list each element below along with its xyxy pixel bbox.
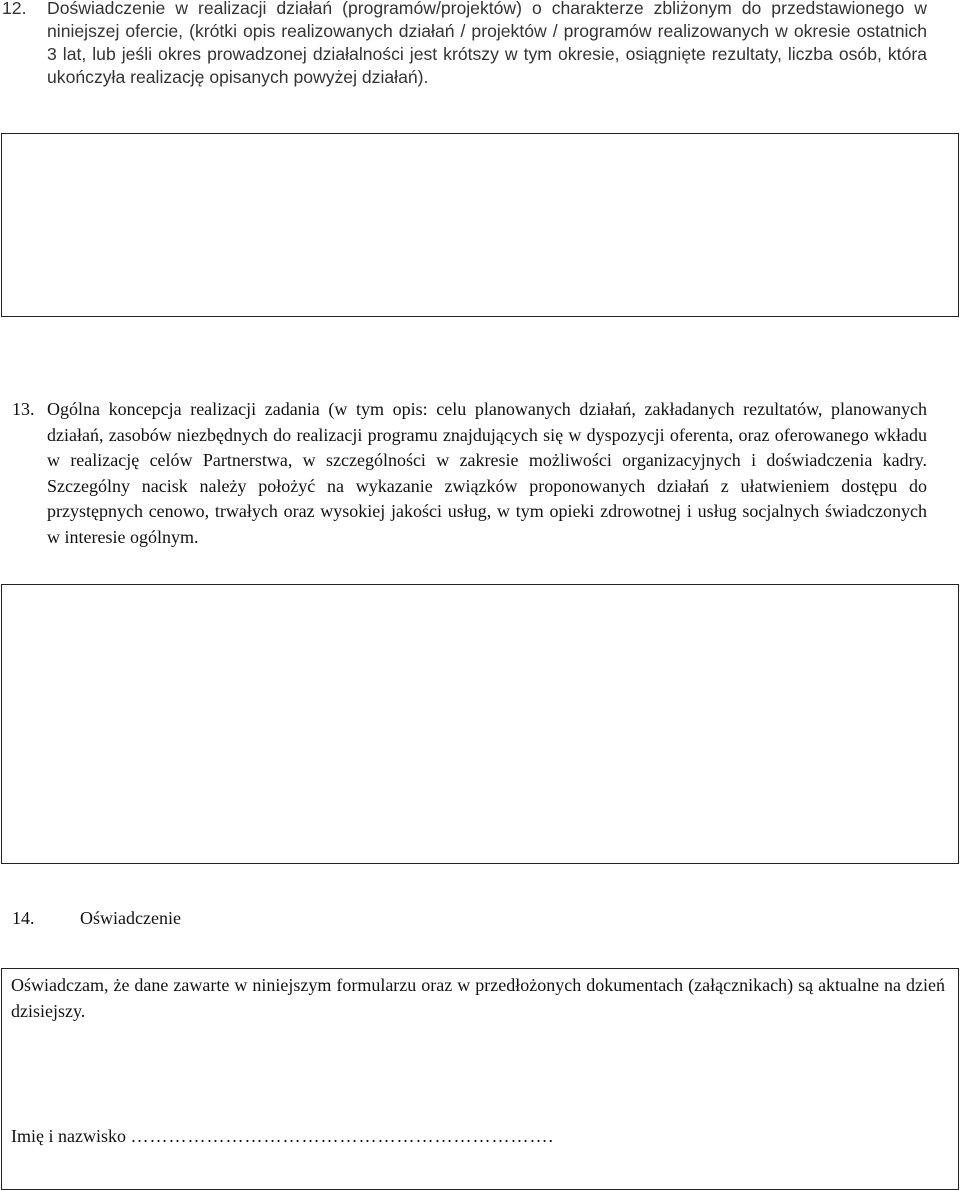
section-14-number: 14. [12, 908, 35, 928]
declaration-text: Oświadczam, że dane zawarte w niniejszym formularzu oraz w przedłożonych dokumentach (załącznikach) są aktualne na dzień dzisiejszy. [11, 975, 945, 1021]
section-12-answer-field[interactable] [1, 133, 959, 317]
section-13-answer-field[interactable] [1, 584, 959, 864]
section-12-number: 12. [2, 0, 27, 18]
signature-line [11, 1124, 554, 1149]
signature-field[interactable]: …………………………………………………………. [130, 1126, 554, 1146]
section-14-title: Oświadczenie [80, 908, 181, 928]
section-13-description: Ogólna koncepcja realizacji zadania (w tym opis: celu planowanych działań, zakładanych rezultatów, planowanych działań, zasobów niezbędnych do realizacji programu znajdujących się w dyspozycji oferenta, oraz oferowanego wkładu w realizację celów Partnerstwa, w szczególności w zakresie możliwości organizacyjnych i doświadczenia kadry. Szczególny nacisk należy położyć na wykazanie związków proponowanych działań z ułatwieniem dostępu do przystępnych cenowo, trwałych oraz wysokiej jakości usług, w tym opieki zdrowotnej i usług socjalnych świadczonych w interesie ogólnym. [47, 399, 927, 547]
section-12-description: Doświadczenie w realizacji działań (programów/projektów) o charakterze zbliżonym do przedstawionego w niniejszej ofercie, (krótki opis realizowanych działań / projektów / programów realizowanych w okresie ostatnich 3 lat, lub jeśli okres prowadzonej działalności jest krótszy w tym okresie, osiągnięte rezultaty, liczba osób, która ukończyła realizację opisanych powyżej działań). [47, 0, 927, 87]
signature-label: Imię i nazwisko [11, 1126, 126, 1146]
section-13-number: 13. [12, 399, 35, 419]
section-14-heading [12, 906, 181, 931]
